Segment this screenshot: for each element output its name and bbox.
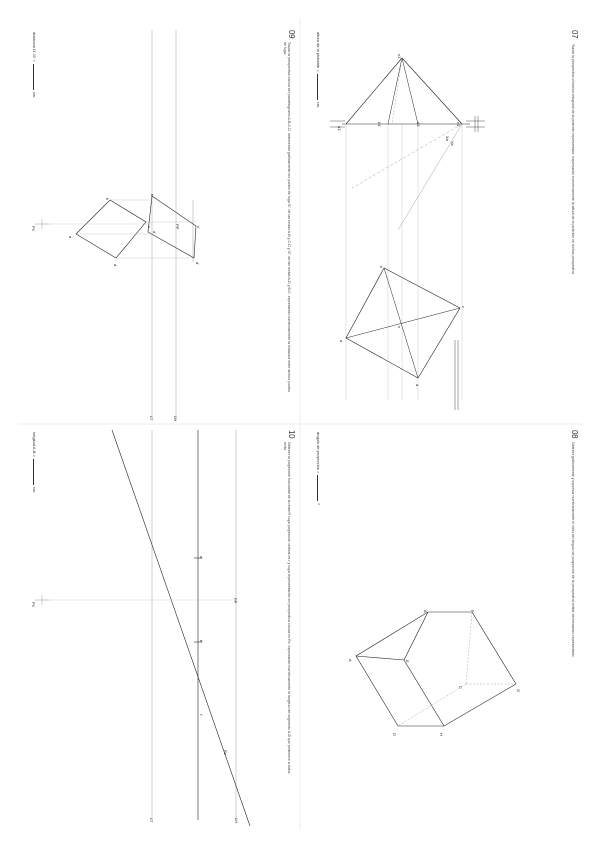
exercise-09-drawing: [35, 30, 196, 420]
exercise-07-label-ya: Ya: [450, 141, 455, 146]
exercise-08-answer-unit: º: [316, 503, 321, 505]
exercise-09-labels: [31, 194, 201, 421]
exercise-09-label-c2: c': [196, 226, 201, 229]
exercise-09-label-d: d: [113, 264, 118, 267]
exercise-09-label-d2: d': [195, 262, 200, 265]
exercise-08-outline: [356, 612, 516, 726]
exercise-07-label-c1: c1': [456, 122, 461, 127]
exercise-07-labels: [337, 54, 466, 386]
exercise-08-label-f: F: [470, 610, 475, 613]
exercise-07-label-a1: a1': [337, 126, 342, 132]
exercise-09-label-pp: PP: [175, 224, 180, 230]
exercise-07-statement: Trazar la perspectiva cilíndrica ortogonal de la pirámide representado, expresando numéricamente la altura de la pirámide en dichas perspectiva.: [571, 44, 575, 275]
exercise-09-label-b: b: [105, 198, 110, 201]
exercise-07-label-xa: Xa: [445, 136, 450, 141]
exercise-08-label-c: C: [458, 686, 463, 689]
exercise-10-label-pv: PV: [31, 602, 36, 608]
exercise-08-number: 08: [570, 430, 579, 439]
exercise-10-label-r: r': [199, 714, 204, 717]
exercise-07-drawing: [330, 58, 485, 410]
exercise-07-direction-ya: [398, 124, 462, 230]
exercise-08-label-e: E: [405, 660, 410, 663]
exercise-08-label-d: D: [392, 733, 397, 736]
exercise-10-label-pp: PP: [233, 598, 238, 604]
exercise-10-label-rc: Rc: [223, 750, 228, 755]
exercise-08-label-h: H: [439, 733, 444, 736]
exercise-08-labels: [348, 610, 521, 736]
exercise-07-elevation: [346, 58, 462, 124]
exercise-10-drawing: [35, 430, 250, 826]
exercise-07-label-a: a: [339, 340, 344, 343]
exercise-09-label-lt: LT: [149, 416, 154, 421]
exercise-09-perspective: [148, 196, 196, 258]
exercise-10-label-lt: LT: [149, 818, 154, 823]
exercise-10-labels: [31, 556, 239, 823]
exercise-07-label-v1: v1': [397, 54, 402, 59]
exercise-08-statement: Obtener gráficamente y expresar numéricamente el valor del ángulo de proyección de la perspectiva militar del hexaedro representado.: [571, 442, 575, 658]
exercise-07-answer-unit: cm.: [316, 101, 321, 109]
exercise-10-rc: [112, 430, 250, 826]
exercise-10-label-b: b': [199, 640, 204, 643]
exercise-08-label-b: B: [423, 610, 428, 613]
exercise-08-label-g: G: [516, 689, 521, 693]
exercise-07-label-c: c: [461, 306, 466, 308]
exercise-07-label-b: b: [379, 266, 384, 269]
exercise-09-label-c: c: [147, 226, 152, 228]
exercise-10-answer-unit: cm.: [32, 487, 37, 494]
exercise-10-number: 10: [287, 430, 296, 439]
exercise-09-answer-unit: cm.: [32, 91, 37, 99]
exercise-07-answer-label: altura de la pirámide =: [316, 32, 321, 72]
exercise-07-label-v: v: [397, 326, 402, 328]
exercise-07-label-d: d: [415, 384, 420, 387]
exercise-09-label-a2: a': [152, 231, 157, 234]
exercise-08-label-a: A: [348, 659, 353, 662]
exercise-09-statement: Trazar la perspectiva cónica del paralelogramo A-B-C-D, obteniendo gráficamente los puntos de fuga f1', de las rectas A-B y C-D y f2', de las rectas A-D y B-C, expresando numéricamente la distancia entre ambos puntos de fuga.: [283, 42, 291, 393]
exercise-07-direction-xa: [352, 124, 462, 188]
exercise-10-label-lh: LH: [234, 818, 239, 824]
exercise-07-number: 07: [570, 30, 579, 39]
exercise-10-statement: Obtener la proyección horizontal de la recta R cuya proyección vertical es r y cuya representación en perspectiva cónica es Rc, expresando numéricamente la longitud del segmento A-B que pertenece a dicha recta.: [283, 442, 291, 774]
exercise-10-label-a: a': [199, 556, 204, 559]
exercise-09-label-lh: LH: [173, 416, 178, 422]
exercise-08-answer-label: ángulo de proyección =: [316, 432, 321, 474]
exercise-07-label-b1: b1': [377, 122, 382, 128]
exercise-10-answer-label: longitud A-B =: [32, 432, 37, 458]
exercise-09-label-b2: b': [150, 194, 155, 197]
exercise-09-answer-label: distancia f1'-f2' =: [32, 32, 37, 62]
exercise-09-label-a: a: [68, 236, 73, 239]
exercise-09-number: 09: [287, 30, 296, 39]
exercise-08-drawing: [356, 612, 516, 726]
exercise-09-label-pv: PV: [31, 226, 36, 232]
exercise-09-plan: [76, 200, 146, 258]
exercise-07-label-d1: d1': [416, 122, 421, 128]
